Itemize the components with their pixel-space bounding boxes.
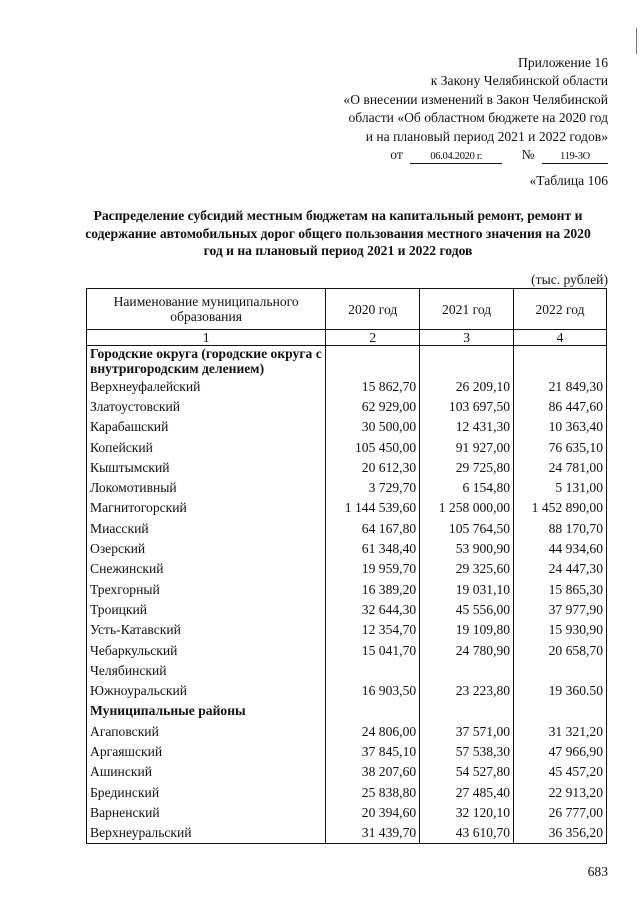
- municipality-name: Магнитогорский: [87, 498, 326, 518]
- value-2022: 22 913,20: [514, 782, 607, 802]
- table-row: [87, 680, 607, 700]
- table-row: [87, 579, 607, 599]
- table-row: [87, 437, 607, 457]
- value-2021: 105 764,50: [420, 518, 514, 538]
- table-row: [87, 457, 607, 477]
- value-2022: 21 849,30: [514, 376, 607, 396]
- value-2021: 37 571,00: [420, 721, 514, 741]
- value-2021: [420, 701, 514, 721]
- municipality-name: Муниципальные районы: [87, 701, 326, 721]
- column-number-row: [87, 330, 607, 346]
- table-row: [87, 741, 607, 761]
- value-2021: 57 538,30: [420, 741, 514, 761]
- municipality-name: Кыштымский: [87, 457, 326, 477]
- municipality-name: Варненский: [87, 802, 326, 822]
- value-2021: 45 556,00: [420, 599, 514, 619]
- date-value: 06.04.2020 г.: [410, 150, 502, 164]
- header-line: «О внесении изменений в Закон Челябинской: [343, 91, 608, 107]
- value-2021: 12 431,30: [420, 417, 514, 437]
- header-line: к Закону Челябинской области: [430, 73, 608, 89]
- municipality-name: Миасский: [87, 518, 326, 538]
- header-line: Приложение 16: [518, 55, 608, 70]
- value-2020: [326, 660, 420, 680]
- value-2021: 19 031,10: [420, 579, 514, 599]
- value-2021: 53 900,90: [420, 538, 514, 558]
- column-header-name: Наименование муниципального образования: [87, 289, 326, 330]
- value-2020: 20 612,30: [326, 457, 420, 477]
- table-header-row: [87, 289, 607, 330]
- column-number: 3: [420, 330, 514, 346]
- value-2020: 12 354,70: [326, 620, 420, 640]
- value-2020: 105 450,00: [326, 437, 420, 457]
- column-header-2022: 2022 год: [514, 289, 607, 330]
- value-2020: 24 806,00: [326, 721, 420, 741]
- column-header-2020: 2020 год: [326, 289, 420, 330]
- value-2020: 16 389,20: [326, 579, 420, 599]
- value-2020: 25 838,80: [326, 782, 420, 802]
- value-2022: 1 452 890,00: [514, 498, 607, 518]
- section-row: [87, 701, 607, 721]
- municipality-name: Ашинский: [87, 762, 326, 782]
- municipality-name: Усть-Катавский: [87, 620, 326, 640]
- table-row: [87, 762, 607, 782]
- scan-edge-mark: [636, 28, 637, 54]
- value-2020: 30 500,00: [326, 417, 420, 437]
- table-row: [87, 498, 607, 518]
- value-2020: 37 845,10: [326, 741, 420, 761]
- municipality-name: Трехгорный: [87, 579, 326, 599]
- table-row: [87, 417, 607, 437]
- municipality-name: Верхнеуфалейский: [87, 376, 326, 396]
- value-2022: [514, 701, 607, 721]
- table-row: [87, 477, 607, 497]
- value-2020: 31 439,70: [326, 823, 420, 844]
- value-2020: 32 644,30: [326, 599, 420, 619]
- table-row: [87, 823, 607, 844]
- column-header-2021: 2021 год: [420, 289, 514, 330]
- municipality-name: Челябинский: [87, 660, 326, 680]
- number-sign: №: [521, 147, 535, 163]
- value-2020: 38 207,60: [326, 762, 420, 782]
- value-2021: 29 725,80: [420, 457, 514, 477]
- value-2022: 37 977,90: [514, 599, 607, 619]
- value-2020: 16 903,50: [326, 680, 420, 700]
- value-2020: 64 167,80: [326, 518, 420, 538]
- value-2021: 32 120,10: [420, 802, 514, 822]
- value-2022: 24 447,30: [514, 559, 607, 579]
- municipality-name: Агаповский: [87, 721, 326, 741]
- municipality-name: Аргаяшский: [87, 741, 326, 761]
- value-2022: 88 170,70: [514, 518, 607, 538]
- value-2022: 15 930,90: [514, 620, 607, 640]
- table-row: [87, 518, 607, 538]
- value-2020: 61 348,40: [326, 538, 420, 558]
- municipality-name: Чебаркульский: [87, 640, 326, 660]
- value-2021: 23 223,80: [420, 680, 514, 700]
- law-number: 119-ЗО: [542, 150, 608, 164]
- value-2022: 44 934,60: [514, 538, 607, 558]
- value-2022: 86 447,60: [514, 396, 607, 416]
- value-2022: 76 635,10: [514, 437, 607, 457]
- units-label: (тыс. рублей): [531, 272, 608, 287]
- value-2022: 36 356,20: [514, 823, 607, 844]
- value-2022: 20 658,70: [514, 640, 607, 660]
- value-2021: 43 610,70: [420, 823, 514, 844]
- column-number: 1: [87, 330, 326, 346]
- value-2020: 20 394,60: [326, 802, 420, 822]
- value-2022: 15 865,30: [514, 579, 607, 599]
- value-2021: 29 325,60: [420, 559, 514, 579]
- value-2022: 24 781,00: [514, 457, 607, 477]
- value-2020: 15 041,70: [326, 640, 420, 660]
- table-row: [87, 599, 607, 619]
- municipality-name: Озерский: [87, 538, 326, 558]
- document-title: Распределение субсидий местным бюджетам на капитальный ремонт, ремонт и содержание автомобильных дорог общего пользования местного значения на 2020 год и на плановый период 2021 и 2022 годов: [85, 208, 591, 258]
- table-row: [87, 559, 607, 579]
- municipality-name: Троицкий: [87, 599, 326, 619]
- table-row: [87, 396, 607, 416]
- value-2021: 27 485,40: [420, 782, 514, 802]
- section-row: [87, 346, 607, 377]
- value-2020: [326, 346, 420, 377]
- header-line: и на плановый период 2021 и 2022 годов»: [365, 128, 608, 144]
- value-2022: 45 457,20: [514, 762, 607, 782]
- value-2022: 31 321,20: [514, 721, 607, 741]
- table-row: [87, 640, 607, 660]
- municipality-name: Златоустовский: [87, 396, 326, 416]
- municipality-name: Городские округа (городские округа с внутригородским делением): [87, 346, 326, 377]
- municipality-name: Снежинский: [87, 559, 326, 579]
- table-row: [87, 802, 607, 822]
- value-2020: 62 929,00: [326, 396, 420, 416]
- value-2022: 26 777,00: [514, 802, 607, 822]
- value-2021: 1 258 000,00: [420, 498, 514, 518]
- value-2022: 19 360.50: [514, 680, 607, 700]
- municipality-name: Локомотивный: [87, 477, 326, 497]
- municipality-name: Брединский: [87, 782, 326, 802]
- value-2021: 6 154,80: [420, 477, 514, 497]
- value-2020: 15 862,70: [326, 376, 420, 396]
- municipality-name: Южноуральский: [87, 680, 326, 700]
- column-number: 2: [326, 330, 420, 346]
- value-2021: [420, 660, 514, 680]
- header-line: области «Об областном бюджете на 2020 год: [348, 110, 608, 126]
- table-row: [87, 660, 607, 680]
- value-2020: [326, 701, 420, 721]
- value-2021: 103 697,50: [420, 396, 514, 416]
- value-2022: [514, 346, 607, 377]
- value-2022: 5 131,00: [514, 477, 607, 497]
- table-row: [87, 376, 607, 396]
- value-2020: 1 144 539,60: [326, 498, 420, 518]
- date-number-line: [343, 146, 608, 164]
- subsidy-table: [86, 288, 607, 844]
- value-2022: 10 363,40: [514, 417, 607, 437]
- value-2020: 19 959,70: [326, 559, 420, 579]
- table-row: [87, 721, 607, 741]
- value-2021: 19 109,80: [420, 620, 514, 640]
- appendix-header: [343, 54, 608, 164]
- municipality-name: Копейский: [87, 437, 326, 457]
- table-body: [87, 346, 607, 844]
- value-2021: 54 527,80: [420, 762, 514, 782]
- table-row: [87, 782, 607, 802]
- value-2021: [420, 346, 514, 377]
- page-number: 683: [587, 864, 608, 879]
- table-label: «Таблица 106: [529, 173, 608, 188]
- table-row: [87, 620, 607, 640]
- value-2021: 26 209,10: [420, 376, 514, 396]
- municipality-name: Карабашский: [87, 417, 326, 437]
- value-2021: 24 780,90: [420, 640, 514, 660]
- municipality-name: Верхнеуральский: [87, 823, 326, 844]
- value-2022: 47 966,90: [514, 741, 607, 761]
- table-row: [87, 538, 607, 558]
- value-2021: 91 927,00: [420, 437, 514, 457]
- column-number: 4: [514, 330, 607, 346]
- date-prefix: от: [390, 147, 403, 163]
- value-2022: [514, 660, 607, 680]
- value-2020: 3 729,70: [326, 477, 420, 497]
